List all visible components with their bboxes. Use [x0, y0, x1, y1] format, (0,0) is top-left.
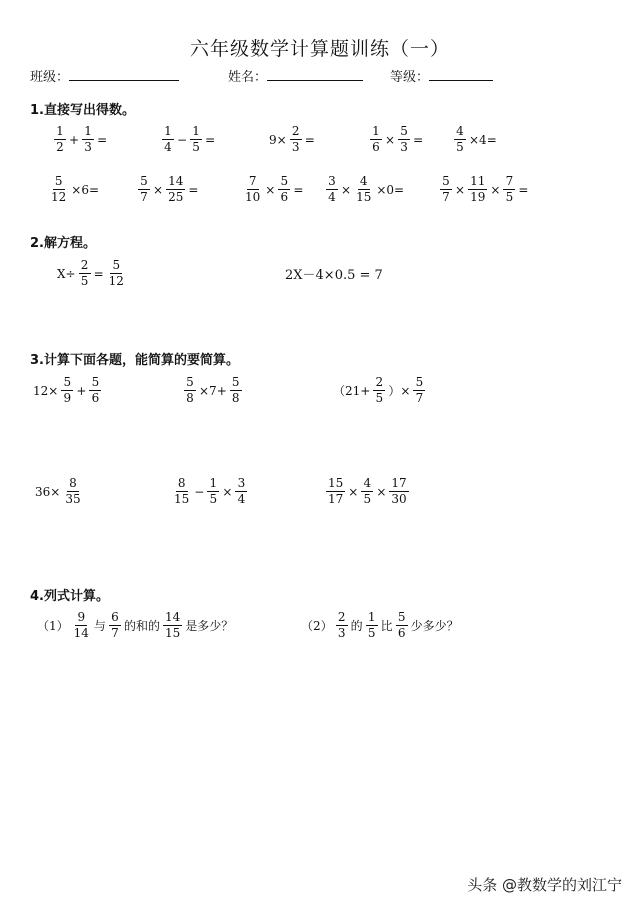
equation-1	[56, 258, 128, 289]
operator-text: ×6=	[71, 182, 100, 197]
numerator: 7	[503, 174, 515, 190]
operator-text: ×4=	[469, 132, 497, 147]
denominator: 5	[375, 391, 384, 405]
operator-text: 2X－4×0.5 = 7	[285, 268, 383, 283]
numerator: 8	[67, 476, 79, 492]
numerator: 5	[138, 174, 150, 190]
denominator: 15	[164, 626, 181, 640]
denominator: 8	[231, 391, 240, 405]
denominator: 6	[397, 626, 406, 640]
problem-1-2	[160, 124, 216, 155]
name-field	[228, 66, 363, 85]
denominator: 17	[328, 492, 344, 506]
page-title: 六年级数学计算题训练（一）	[189, 38, 450, 60]
denominator: 7	[415, 391, 424, 405]
denominator: 12	[108, 274, 124, 288]
denominator: 6	[372, 140, 380, 154]
operator-text: +	[69, 132, 80, 147]
calc-1	[32, 375, 103, 406]
denominator: 14	[73, 626, 89, 640]
fraction	[190, 124, 202, 155]
denominator: 3	[337, 626, 346, 640]
denominator: 30	[391, 492, 407, 506]
denominator: 15	[356, 190, 372, 204]
operator-text: =	[293, 182, 304, 197]
numerator: 2	[290, 124, 302, 140]
operator-text: =	[304, 132, 315, 147]
fraction	[373, 375, 385, 406]
denominator: 5	[192, 140, 200, 154]
section-4-heading: 4.列式计算。	[30, 589, 109, 604]
denominator: 7	[140, 190, 148, 204]
numerator: 2	[336, 610, 348, 626]
section-2-heading: 2.解方程。	[30, 236, 96, 251]
numerator: 1	[370, 124, 382, 140]
numerator: 5	[278, 174, 290, 190]
operator-text: 36×	[35, 484, 61, 499]
denominator: 3	[400, 140, 408, 154]
problem-1-7	[136, 174, 199, 205]
numerator: 5	[398, 124, 410, 140]
watermark: 头条 @教数学的刘江宁	[467, 876, 622, 894]
numerator: 1	[190, 124, 202, 140]
numerator: 2	[373, 375, 385, 391]
numerator: 4	[358, 174, 370, 190]
operator-text: 比	[380, 619, 393, 633]
name-label: 姓名：	[228, 70, 268, 85]
grade-blank	[429, 70, 493, 81]
numerator: 5	[230, 375, 242, 391]
operator-text: ×	[348, 484, 359, 499]
denominator: 4	[164, 140, 172, 154]
class-blank	[69, 70, 179, 81]
denominator: 19	[470, 190, 486, 204]
denominator: 2	[56, 140, 64, 154]
fraction	[107, 258, 126, 289]
denominator: 6	[91, 391, 100, 405]
operator-text: =	[413, 132, 424, 147]
operator-text: ×	[490, 182, 501, 197]
fraction	[109, 610, 121, 641]
operator-text: 的	[350, 619, 363, 633]
operator-text: （2）	[301, 619, 333, 633]
fraction	[389, 476, 408, 507]
numerator: 11	[470, 174, 486, 188]
denominator: 15	[174, 492, 190, 506]
operator-text: 9×	[269, 132, 287, 147]
operator-text: 是多少？	[185, 619, 234, 633]
grade-field	[390, 66, 493, 85]
operator-text: ×	[265, 182, 276, 197]
numerator: 14	[164, 610, 181, 624]
fraction	[49, 174, 68, 205]
fraction	[207, 476, 219, 507]
fraction	[326, 174, 338, 205]
fraction	[336, 610, 348, 641]
operator-text: 少多少？	[410, 619, 459, 633]
operator-text: 与	[93, 619, 106, 633]
denominator: 7	[442, 190, 450, 204]
denominator: 5	[363, 492, 372, 506]
calc-5	[170, 476, 249, 507]
fraction	[54, 124, 66, 155]
fraction	[503, 174, 515, 205]
numerator: 5	[89, 375, 101, 391]
fraction	[370, 124, 382, 155]
equation-2	[284, 264, 384, 283]
numerator: 2	[79, 258, 91, 274]
fraction	[278, 174, 290, 205]
denominator: 4	[237, 492, 246, 506]
operator-text: =	[188, 182, 199, 197]
fraction	[326, 476, 345, 507]
fraction	[454, 124, 466, 155]
numerator: 15	[328, 476, 344, 490]
denominator: 3	[291, 140, 300, 154]
numerator: 5	[110, 258, 122, 274]
fraction	[235, 476, 247, 507]
denominator: 35	[65, 492, 81, 506]
calc-2	[182, 375, 244, 406]
numerator: 5	[61, 375, 73, 391]
denominator: 25	[168, 190, 184, 204]
denominator: 6	[280, 190, 289, 204]
denominator: 5	[456, 140, 464, 154]
fraction	[398, 124, 410, 155]
operator-text: （1）	[37, 619, 69, 633]
operator-text: =	[93, 266, 104, 281]
numerator: 5	[396, 610, 408, 626]
operator-text: ×	[455, 182, 466, 197]
class-label: 班级：	[30, 70, 70, 85]
fraction	[184, 375, 196, 406]
fraction	[172, 476, 191, 507]
operator-text: =	[518, 182, 529, 197]
calc-4	[34, 476, 85, 507]
numerator: 14	[168, 174, 184, 188]
grade-label: 等级：	[390, 70, 430, 85]
fraction	[243, 174, 262, 205]
problem-1-6	[47, 174, 100, 205]
problem-1-1	[52, 124, 108, 155]
operator-text: ×	[153, 182, 164, 197]
fraction	[396, 610, 408, 641]
operator-text: （21+	[333, 384, 371, 398]
operator-text: ×0=	[376, 182, 405, 197]
numerator: 3	[235, 476, 247, 492]
problem-1-8	[241, 174, 304, 205]
numerator: 8	[176, 476, 188, 492]
word-problem-2	[300, 610, 460, 641]
fraction	[162, 124, 174, 155]
numerator: 4	[454, 124, 466, 140]
numerator: 3	[326, 174, 338, 190]
problem-1-10	[438, 174, 529, 205]
denominator: 5	[80, 274, 89, 288]
numerator: 4	[361, 476, 373, 492]
fraction	[89, 375, 101, 406]
numerator: 1	[366, 610, 378, 626]
operator-text: =	[205, 132, 216, 147]
denominator: 5	[367, 626, 376, 640]
operator-text: +	[76, 383, 87, 398]
fraction	[82, 124, 94, 155]
fraction	[230, 375, 242, 406]
denominator: 9	[63, 391, 72, 405]
operator-text: ×	[341, 182, 352, 197]
problem-1-3	[268, 124, 316, 155]
numerator: 5	[413, 375, 425, 391]
fraction	[61, 375, 73, 406]
fraction	[79, 258, 91, 289]
numerator: 1	[162, 124, 174, 140]
numerator: 9	[75, 610, 87, 626]
fraction	[290, 124, 302, 155]
denominator: 8	[186, 391, 194, 405]
operator-text: 12×	[33, 383, 59, 398]
numerator: 5	[53, 174, 65, 190]
calc-6	[324, 476, 411, 507]
operator-text: X÷	[57, 266, 76, 281]
denominator: 3	[84, 140, 92, 154]
denominator: 5	[209, 492, 218, 506]
fraction	[63, 476, 82, 507]
fraction	[354, 174, 373, 205]
class-field	[30, 66, 179, 85]
denominator: 7	[111, 626, 119, 640]
fraction	[413, 375, 425, 406]
fraction	[163, 610, 182, 641]
numerator: 17	[391, 476, 407, 490]
numerator: 7	[247, 174, 259, 190]
operator-text: 的和的	[123, 619, 160, 633]
operator-text: ×7+	[199, 383, 227, 398]
denominator: 12	[51, 190, 67, 204]
operator-text: ×	[222, 484, 233, 499]
section-1-heading: 1.直接写出得数。	[30, 103, 135, 118]
denominator: 5	[505, 190, 514, 204]
fraction	[72, 610, 91, 641]
problem-1-4	[368, 124, 424, 155]
numerator: 1	[82, 124, 94, 140]
numerator: 5	[184, 375, 196, 391]
name-blank	[267, 70, 363, 81]
numerator: 5	[440, 174, 452, 190]
operator-text: −	[177, 132, 188, 147]
operator-text: ）×	[388, 384, 411, 398]
fraction	[138, 174, 150, 205]
fraction	[468, 174, 487, 205]
word-problem-1	[36, 610, 234, 641]
fraction	[361, 476, 373, 507]
fraction	[366, 610, 378, 641]
numerator: 6	[109, 610, 121, 626]
denominator: 4	[328, 190, 336, 204]
numerator: 1	[207, 476, 219, 492]
operator-text: ×	[376, 484, 387, 499]
fraction	[440, 174, 452, 205]
operator-text: −	[194, 484, 205, 499]
fraction	[166, 174, 185, 205]
problem-1-5	[452, 124, 498, 155]
calc-3	[332, 375, 427, 406]
problem-1-9	[324, 174, 405, 205]
operator-text: ×	[385, 132, 396, 147]
section-3-heading: 3.计算下面各题，能简算的要简算。	[30, 353, 239, 368]
operator-text: =	[97, 132, 108, 147]
numerator: 1	[54, 124, 66, 140]
denominator: 10	[245, 190, 261, 204]
